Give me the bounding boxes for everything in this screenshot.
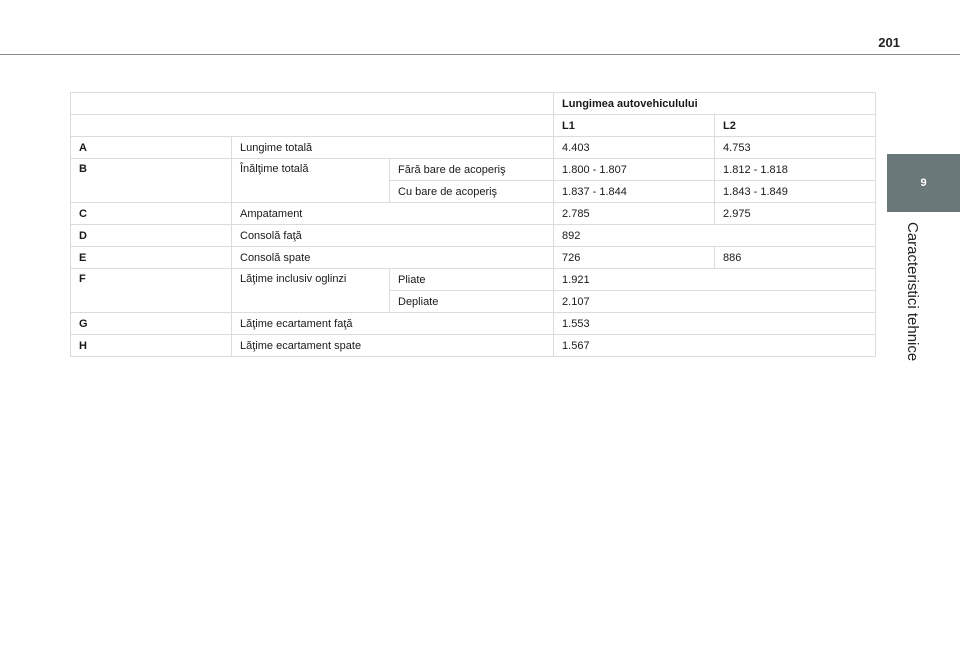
row-label: Lăţime inclusiv oglinzi xyxy=(232,269,390,313)
value-shared: 1.567 xyxy=(554,335,876,357)
value-shared: 2.107 xyxy=(554,291,876,313)
table-row xyxy=(71,335,876,357)
row-code: H xyxy=(71,335,232,357)
row-code: G xyxy=(71,313,232,335)
table-header-row xyxy=(71,93,876,115)
table-subheader-row xyxy=(71,115,876,137)
row-sublabel: Fără bare de acoperiş xyxy=(390,159,554,181)
row-sublabel: Cu bare de acoperiş xyxy=(390,181,554,203)
value-l1: 726 xyxy=(554,247,715,269)
row-code: B xyxy=(71,159,232,203)
value-l1: 1.837 - 1.844 xyxy=(554,181,715,203)
table-row xyxy=(71,313,876,335)
value-l2: 2.975 xyxy=(715,203,876,225)
vehicle-length-header: Lungimea autovehiculului xyxy=(554,93,876,115)
row-label: Lungime totală xyxy=(232,137,554,159)
table-row xyxy=(71,269,876,291)
value-l2: 1.812 - 1.818 xyxy=(715,159,876,181)
value-l2: 886 xyxy=(715,247,876,269)
value-shared: 892 xyxy=(554,225,876,247)
row-label: Înălţime totală xyxy=(232,159,390,203)
table-row xyxy=(71,203,876,225)
chapter-title: Caracteristici tehnice xyxy=(904,222,921,362)
row-code: A xyxy=(71,137,232,159)
header-blank-cell xyxy=(71,93,554,115)
chapter-tab[interactable] xyxy=(887,154,960,212)
value-shared: 1.921 xyxy=(554,269,876,291)
row-sublabel: Depliate xyxy=(390,291,554,313)
column-l1-header: L1 xyxy=(554,115,715,137)
row-code: C xyxy=(71,203,232,225)
vehicle-dimensions-table xyxy=(70,92,876,357)
row-code: D xyxy=(71,225,232,247)
table-row xyxy=(71,159,876,181)
row-label: Lăţime ecartament faţă xyxy=(232,313,554,335)
chapter-number: 9 xyxy=(920,177,927,189)
row-code: E xyxy=(71,247,232,269)
table-row xyxy=(71,247,876,269)
row-label: Consolă faţă xyxy=(232,225,554,247)
column-l2-header: L2 xyxy=(715,115,876,137)
table-row xyxy=(71,137,876,159)
header-divider xyxy=(0,54,960,55)
row-code: F xyxy=(71,269,232,313)
value-l2: 1.843 - 1.849 xyxy=(715,181,876,203)
value-l1: 4.403 xyxy=(554,137,715,159)
value-l2: 4.753 xyxy=(715,137,876,159)
row-label: Ampatament xyxy=(232,203,554,225)
value-shared: 1.553 xyxy=(554,313,876,335)
row-sublabel: Pliate xyxy=(390,269,554,291)
value-l1: 1.800 - 1.807 xyxy=(554,159,715,181)
table-row xyxy=(71,225,876,247)
page-number: 201 xyxy=(878,35,900,50)
row-label: Consolă spate xyxy=(232,247,554,269)
row-label: Lăţime ecartament spate xyxy=(232,335,554,357)
value-l1: 2.785 xyxy=(554,203,715,225)
subheader-blank-cell xyxy=(71,115,554,137)
